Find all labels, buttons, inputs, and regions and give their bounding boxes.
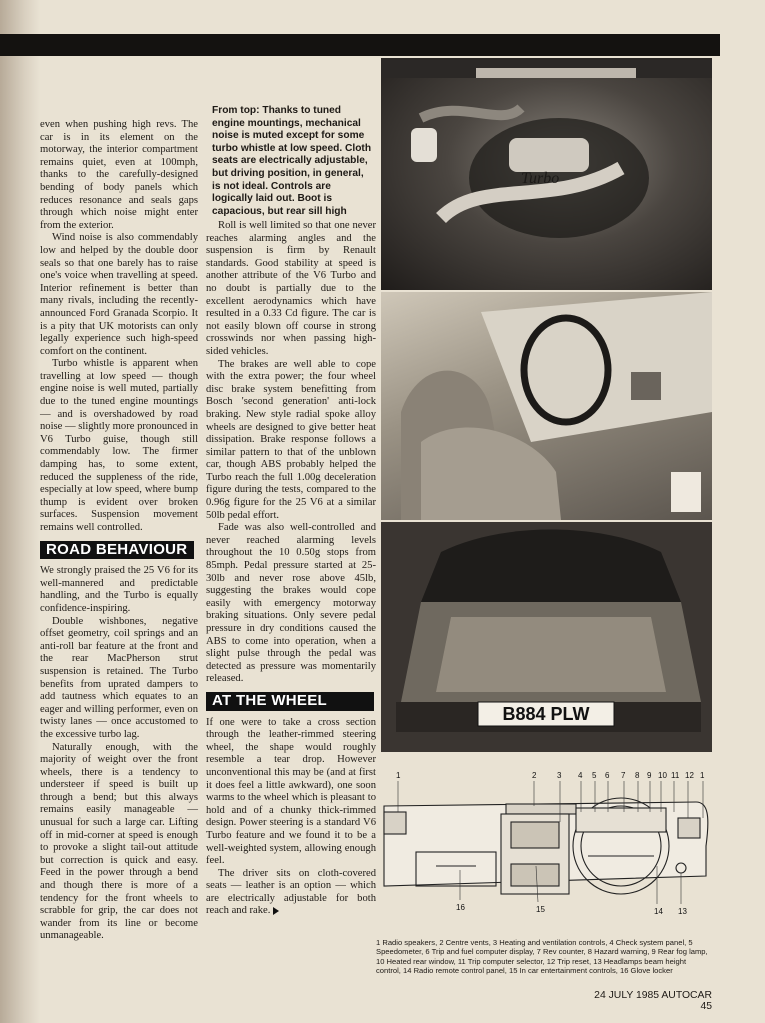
diagram-label-7: 7 [621, 771, 626, 780]
paragraph: Roll is well limited so that one never reaches alarming angles and the suspension is firm by Renault standards. Good stability at speed is another attribute of the V6 Turbo and no doubt is partially due to the excellent aerodynamics which have resulted in a 0.33 Cd figure. The car is not easily blown off course in strong crosswinds nor when passing high-sided vehicles. [206, 220, 376, 357]
paragraph: We strongly praised the 25 V6 for its well-mannered and predictable handling, and the Turbo is equally confidence-inspiring. [40, 565, 198, 614]
number-plate: B884 PLW [502, 704, 590, 724]
end-mark-icon [273, 907, 279, 915]
engine-photo-art [381, 58, 712, 290]
paragraph: Fade was also well-controlled and never reached alarming levels throughout the 10 0.50g stops from 85mph. Pedal pressure started at 25-30lb and never rose above 45lb, suggesting the brakes would cope easily with emergency motorway braking situations. Only severe pedal pressure in dry conditions caused the ABS to come into operation, when a slight pulse through the pedal was detected as pressure was momentarily released. [206, 522, 376, 685]
diagram-label-1b: 1 [700, 771, 705, 780]
article-column-1 [40, 119, 198, 943]
paragraph-text: The driver sits on cloth-covered seats — leather is an option — which are electrically adjustable for both reach and rake. [206, 867, 376, 917]
diagram-label-10: 10 [658, 771, 667, 780]
diagram-caption: 1 Radio speakers, 2 Centre vents, 3 Heating and ventilation controls, 4 Check system panel, 5 Speedometer, 6 Trip and fuel computer display, 7 Rev counter, 8 Hazard warning, 9 Rear fog lamp, 10 Heated rear window, 11 Trip computer selector, 12 Trip reset, 13 Headlamps beam height control, 14 Radio remote control panel, 15 In car entertainment controls, 16 Glove locker [376, 938, 708, 976]
section-heading-at-the-wheel: AT THE WHEEL [206, 692, 374, 711]
diagram-label-1: 1 [396, 771, 401, 780]
section-heading-road-behaviour: ROAD BEHAVIOUR [40, 541, 194, 560]
diagram-label-16: 16 [456, 903, 465, 912]
paragraph: even when pushing high revs. The car is in its element on the motorway, the interior compartment remains quiet, even at 100mph, thanks to the carefully-designed bending of body panels which reduces resonance and seals gaps through which noise might enter from the exterior. [40, 119, 198, 231]
dashboard-line-drawing [376, 766, 714, 934]
paragraph: The brakes are well able to cope with the extra power; the four wheel disc brake system benefitting from Bosch 'second generation' anti-lock braking. New style radial spoke alloy wheels are designed to give better heat dissipation. Brake response follows a similar pattern to that of the unblown car, though ABS probably helped the Turbo reach the full 1.00g deceleration figure during the tests, compared to the 0.96g figure for the 25 V6 at a similar 50lb pedal effort. [206, 358, 376, 521]
engine-bay-photo [381, 58, 712, 290]
diagram-label-15: 15 [536, 905, 545, 914]
paragraph: If one were to take a cross section through the leather-rimmed steering wheel, the shape would roughly resemble a tear drop. However unconventional this may be (and at first it does feel a little awkward), one soon warms to the wheel which is pleasant to hold and of a chunky thick-rimmed design. Power steering is a standard V6 Turbo feature and we found it to be a well-weighted system, allowing enough feel. [206, 716, 376, 867]
diagram-label-12: 12 [685, 771, 694, 780]
diagram-label-14: 14 [654, 907, 663, 916]
cabin-interior-photo [381, 292, 712, 520]
paragraph [206, 868, 376, 918]
boot-photo-art [381, 522, 712, 752]
dashboard-diagram [376, 766, 714, 934]
paragraph: Wind noise is also commendably low and helped by the double door seals so that one barely has to raise one's voice when travelling at speed. Interior refinement is better than many rivals, including the recently-announced Ford Granada Scorpio. It is a pity that UK motorists can only legally experience such high-speed comfort on the continent. [40, 232, 198, 357]
cabin-photo-art [381, 292, 712, 520]
diagram-label-9: 9 [647, 771, 652, 780]
page-folio: 24 JULY 1985 AUTOCAR 45 [594, 990, 712, 1012]
paragraph: Turbo whistle is apparent when travelling at low speed — though engine noise is well muted, partially due to the tuned engine mountings — and is overshadowed by road noise — slightly more pronounced in V6 Turbo guise, though still commendably low. The firmer damping has, to some extent, reduced the suppleness of the ride, especially at low speed, where bump thump is evident over broken surfaces. Suspension movement remains well controlled. [40, 358, 199, 533]
diagram-label-6: 6 [605, 771, 610, 780]
engine-cover-text: Turbo [521, 170, 560, 187]
diagram-label-3: 3 [557, 771, 562, 780]
diagram-label-2: 2 [532, 771, 537, 780]
diagram-label-13: 13 [678, 907, 687, 916]
page-gutter-shade [0, 0, 40, 1023]
paragraph: Naturally enough, with the majority of weight over the front wheels, there is a tendency to understeer if speed is built up through a bend; but this always remains easily manageable — unusual for such a large car. Lifting off in mid-corner at speed is enough to provoke a slight tail-out attitude but correction is quick and easy. Feed in the power through a bend and though there is more of a tendency for the front wheels to scrabble for grip, the car does not wander from its line or become unmanageable. [40, 741, 198, 942]
photo-caption: From top: Thanks to tuned engine mountings, mechanical noise is muted except for some turbo whistle at low speed. Cloth seats are electrically adjustable, but driving position, in general, is not ideal. Controls are logically laid out. Boot is capacious, but rear sill high [212, 105, 372, 217]
top-rule [0, 34, 720, 56]
paragraph: Double wishbones, negative offset geometry, coil springs and an anti-roll bar feature at the front and the rear MacPherson strut suspension is retained. The Turbo benefits from uprated dampers to add tautness which equates to an eager and willing performer, even on twisty lanes — once accustomed to the excessive turbo lag. [40, 615, 198, 740]
diagram-label-8: 8 [635, 771, 640, 780]
diagram-label-11: 11 [671, 771, 680, 780]
article-column-2 [206, 220, 376, 918]
boot-photo [381, 522, 712, 752]
diagram-label-5: 5 [592, 771, 597, 780]
diagram-label-4: 4 [578, 771, 583, 780]
